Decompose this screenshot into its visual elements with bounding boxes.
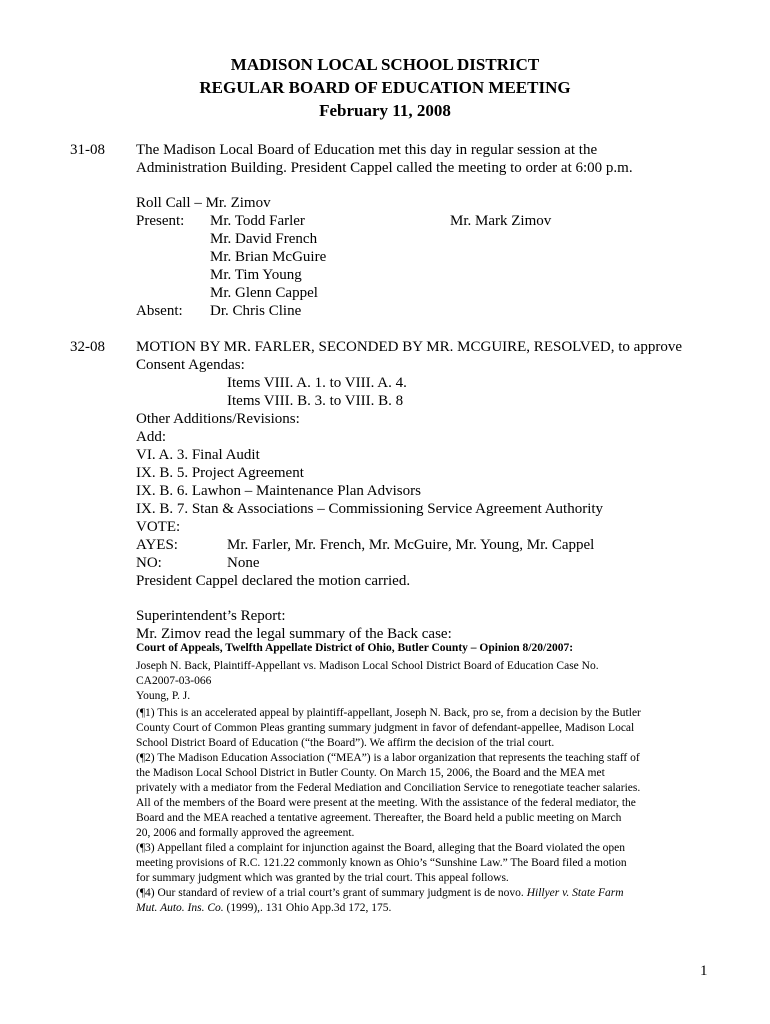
vote-label: VOTE: [136, 519, 181, 535]
report-heading: Superintendent’s Report: [136, 608, 286, 624]
opinion-line-p4 [136, 886, 624, 901]
opinion-line: privately with a mediator from the Federal Mediation and Conciliation Service to renegotiate teacher salaries. [136, 782, 641, 794]
case-number: CA2007-03-066 [136, 675, 212, 687]
p4-citation-italic: Hillyer v. State Farm [526, 887, 624, 899]
item-number-32-08: 32-08 [70, 339, 105, 355]
present-member: Mr. Tim Young [210, 267, 302, 283]
opinion-line: for summary judgment which was granted by the trial court. This appeal follows. [136, 872, 509, 884]
present-member: Mr. David French [210, 231, 318, 247]
opinion-line: (¶1) This is an accelerated appeal by plaintiff-appellant, Joseph N. Back, pro se, from a decision by the Butler [136, 707, 641, 719]
opinion-line-p4-cont [136, 901, 391, 916]
p4-citation-italic: Mut. Auto. Ins. Co. [136, 902, 224, 914]
other-additions: Other Additions/Revisions: [136, 411, 300, 427]
absent-label: Absent: [136, 303, 183, 319]
present-member: Mr. Glenn Cappel [210, 285, 318, 301]
consent-items-a: Items VIII. A. 1. to VIII. A. 4. [227, 375, 407, 391]
no-value: None [227, 555, 260, 571]
case-title: Joseph N. Back, Plaintiff-Appellant vs. Madison Local School District Board of Education Case No. [136, 660, 599, 672]
present-label: Present: [136, 213, 185, 229]
opinion-line: All of the members of the Board were present at the meeting. With the assistance of the federal mediator, the [136, 797, 636, 809]
opinion-line: Board and the MEA reached a tentative agreement. Thereafter, the Board held a public meeting on March [136, 812, 622, 824]
opinion-line: School District Board of Education (“the Board”). We affirm the decision of the trial court. [136, 737, 555, 749]
consent-items-b: Items VIII. B. 3. to VIII. B. 8 [227, 393, 404, 409]
addition-item: IX. B. 7. Stan & Associations – Commissioning Service Agreement Authority [136, 501, 604, 517]
judge: Young, P. J. [136, 690, 191, 702]
document-title-line2: REGULAR BOARD OF EDUCATION MEETING [199, 78, 571, 97]
addition-item: IX. B. 6. Lawhon – Maintenance Plan Advisors [136, 483, 421, 499]
addition-item: IX. B. 5. Project Agreement [136, 465, 304, 481]
court-heading: Court of Appeals, Twelfth Appellate District of Ohio, Butler County – Opinion 8/20/2007: [136, 642, 574, 654]
absent-member: Dr. Chris Cline [210, 303, 302, 319]
opinion-line: 20, 2006 and formally approved the agreement. [136, 827, 355, 839]
document-title-line1: MADISON LOCAL SCHOOL DISTRICT [230, 55, 540, 74]
opinion-line: (¶2) The Madison Education Association (“MEA”) is a labor organization that represents the teaching staff of [136, 752, 640, 764]
p4-text: (1999),. 131 Ohio App.3d 172, 175. [223, 902, 392, 914]
item-number-31-08: 31-08 [70, 142, 105, 158]
present-member-right: Mr. Mark Zimov [450, 213, 552, 229]
motion-text: MOTION BY MR. FARLER, SECONDED BY MR. MCGUIRE, RESOLVED, to approve [136, 339, 682, 355]
addition-item: VI. A. 3. Final Audit [136, 447, 260, 463]
item1-text-line2: Administration Building. President Cappel called the meeting to order at 6:00 p.m. [136, 160, 633, 176]
consent-agendas: Consent Agendas: [136, 357, 245, 373]
report-intro: Mr. Zimov read the legal summary of the Back case: [136, 626, 452, 642]
opinion-line: County Court of Common Pleas granting summary judgment in favor of defendant-appellee, Madison Local [136, 722, 635, 734]
ayes-label: AYES: [136, 537, 178, 553]
item1-text-line1: The Madison Local Board of Education met this day in regular session at the [136, 142, 598, 158]
present-member: Mr. Todd Farler [210, 213, 305, 229]
page-number: 1 [700, 963, 708, 979]
opinion-line: (¶3) Appellant filed a complaint for injunction against the Board, alleging that the Board violated the open [136, 842, 626, 854]
roll-call: Roll Call – Mr. Zimov [136, 195, 271, 211]
motion-carried: President Cappel declared the motion carried. [136, 573, 411, 589]
opinion-line: meeting provisions of R.C. 121.22 commonly known as Ohio’s “Sunshine Law.” The Board filed a motion [136, 857, 627, 869]
no-label: NO: [136, 555, 162, 571]
present-member: Mr. Brian McGuire [210, 249, 327, 265]
ayes-names: Mr. Farler, Mr. French, Mr. McGuire, Mr. Young, Mr. Cappel [227, 537, 595, 553]
document-date: February 11, 2008 [319, 101, 451, 120]
add-label: Add: [136, 429, 166, 445]
p4-text: (¶4) Our standard of review of a trial court’s grant of summary judgment is de novo. [136, 887, 527, 899]
opinion-line: the Madison Local School District in Butler County. On March 15, 2006, the Board and the MEA met [136, 767, 605, 779]
